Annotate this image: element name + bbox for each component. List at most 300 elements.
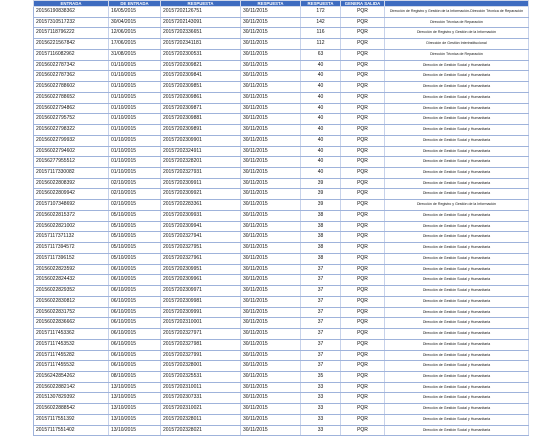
- entrada-cell: 20157117455282: [34, 350, 109, 361]
- radicado-respuesta-cell: 20157202309911: [161, 178, 241, 189]
- dias-cell: 37: [301, 275, 341, 286]
- table-row: [34, 318, 529, 329]
- tipo-cell: PQR: [341, 275, 385, 286]
- radicado-respuesta-cell: 20157202327941: [161, 232, 241, 243]
- dependencia-cell: Dirección de Registro y Gestión de la Información-Dirección Técnica de Reparación: [385, 7, 529, 18]
- tipo-cell: PQR: [341, 296, 385, 307]
- entrada-cell: 20157117453362: [34, 329, 109, 340]
- dias-cell: 37: [301, 307, 341, 318]
- fecha-respuesta-cell: 30/11/2015: [241, 371, 301, 382]
- header-fecha-entrada: DE ENTRADA: [109, 1, 161, 7]
- radicado-respuesta-cell: 20157202327951: [161, 243, 241, 254]
- dependencia-cell: Dirección de Gestión Social y Humanitaria: [385, 189, 529, 200]
- radicado-respuesta-cell: 20157202309931: [161, 210, 241, 221]
- fecha-respuesta-cell: 30/11/2015: [241, 189, 301, 200]
- radicado-respuesta-cell: 20157202336651: [161, 28, 241, 39]
- dependencia-cell: Dirección de Gestión Social y Humanitaria: [385, 404, 529, 415]
- dependencia-cell: Dirección de Gestión Social y Humanitaria: [385, 125, 529, 136]
- table-row: [34, 7, 529, 18]
- fecha-respuesta-cell: 30/11/2015: [241, 49, 301, 60]
- fecha-entrada-cell: 06/10/2015: [109, 307, 161, 318]
- tipo-cell: PQR: [341, 404, 385, 415]
- fecha-entrada-cell: 13/10/2015: [109, 404, 161, 415]
- dias-cell: 33: [301, 382, 341, 393]
- table-row: [34, 60, 529, 71]
- entrada-cell: 20156022788652: [34, 92, 109, 103]
- dependencia-cell: Dirección de Gestión Social y Humanitaria: [385, 296, 529, 307]
- fecha-respuesta-cell: 30/11/2015: [241, 361, 301, 372]
- fecha-entrada-cell: 01/10/2015: [109, 92, 161, 103]
- pqr-response-table: [33, 0, 529, 436]
- dependencia-cell: Dirección de Gestión Social y Humanitaria: [385, 339, 529, 350]
- fecha-entrada-cell: 02/10/2015: [109, 189, 161, 200]
- radicado-respuesta-cell: 20157202309951: [161, 264, 241, 275]
- dependencia-cell: Dirección de Gestión Social y Humanitaria: [385, 178, 529, 189]
- dependencia-cell: Dirección de Gestión Social y Humanitaria: [385, 232, 529, 243]
- tipo-cell: PQR: [341, 243, 385, 254]
- fecha-respuesta-cell: 30/11/2015: [241, 103, 301, 114]
- radicado-respuesta-cell: 20157202309901: [161, 135, 241, 146]
- table-row: [34, 329, 529, 340]
- fecha-entrada-cell: 06/10/2015: [109, 264, 161, 275]
- fecha-entrada-cell: 12/06/2015: [109, 28, 161, 39]
- dias-cell: 40: [301, 103, 341, 114]
- table-row: [34, 393, 529, 404]
- header-entrada: ENTRADA: [34, 1, 109, 7]
- radicado-respuesta-cell: 20157202309881: [161, 114, 241, 125]
- entrada-cell: 20156022798322: [34, 125, 109, 136]
- table-row: [34, 425, 529, 436]
- tipo-cell: PQR: [341, 393, 385, 404]
- fecha-entrada-cell: 01/10/2015: [109, 125, 161, 136]
- radicado-respuesta-cell: 20157202307331: [161, 393, 241, 404]
- dias-cell: 39: [301, 178, 341, 189]
- fecha-respuesta-cell: 30/11/2015: [241, 232, 301, 243]
- radicado-respuesta-cell: 20157202309981: [161, 296, 241, 307]
- table-row: [34, 114, 529, 125]
- fecha-respuesta-cell: 30/11/2015: [241, 7, 301, 18]
- dias-cell: 40: [301, 146, 341, 157]
- fecha-respuesta-cell: 30/11/2015: [241, 350, 301, 361]
- entrada-cell: 20156022830812: [34, 296, 109, 307]
- fecha-entrada-cell: 05/10/2015: [109, 221, 161, 232]
- radicado-respuesta-cell: 20157202309991: [161, 307, 241, 318]
- entrada-cell: 20156022815372: [34, 210, 109, 221]
- dependencia-cell: Dirección de Gestión Social y Humanitaria: [385, 329, 529, 340]
- fecha-respuesta-cell: 30/11/2015: [241, 339, 301, 350]
- radicado-respuesta-cell: 20157202328001: [161, 361, 241, 372]
- entrada-cell: 20156022794862: [34, 103, 109, 114]
- fecha-respuesta-cell: 30/11/2015: [241, 17, 301, 28]
- dias-cell: 37: [301, 350, 341, 361]
- dias-cell: 39: [301, 200, 341, 211]
- dependencia-cell: Dirección de Gestión Social y Humanitaria: [385, 60, 529, 71]
- fecha-respuesta-cell: 30/11/2015: [241, 382, 301, 393]
- entrada-cell: 20151307829392: [34, 393, 109, 404]
- dias-cell: 37: [301, 318, 341, 329]
- entrada-cell: 20157117394572: [34, 243, 109, 254]
- radicado-respuesta-cell: 20157202309891: [161, 125, 241, 136]
- entrada-cell: 20156022823592: [34, 264, 109, 275]
- table-row: [34, 382, 529, 393]
- table-row: [34, 135, 529, 146]
- radicado-respuesta-cell: 20157202309921: [161, 189, 241, 200]
- fecha-respuesta-cell: 30/11/2015: [241, 125, 301, 136]
- tipo-cell: PQR: [341, 168, 385, 179]
- fecha-entrada-cell: 01/10/2015: [109, 146, 161, 157]
- fecha-respuesta-cell: 30/11/2015: [241, 296, 301, 307]
- table-row: [34, 404, 529, 415]
- dependencia-cell: Dirección de Gestión Social y Humanitaria: [385, 221, 529, 232]
- entrada-cell: 20156022808392: [34, 178, 109, 189]
- table-row: [34, 275, 529, 286]
- fecha-respuesta-cell: 30/11/2015: [241, 71, 301, 82]
- fecha-respuesta-cell: 30/11/2015: [241, 168, 301, 179]
- dias-cell: 63: [301, 49, 341, 60]
- dias-cell: 40: [301, 125, 341, 136]
- tipo-cell: PQR: [341, 28, 385, 39]
- radicado-respuesta-cell: 20157202327961: [161, 253, 241, 264]
- dias-cell: 37: [301, 286, 341, 297]
- entrada-cell: 20156242854262: [34, 371, 109, 382]
- table-row: [34, 232, 529, 243]
- tipo-cell: PQR: [341, 49, 385, 60]
- entrada-cell: 20156022882142: [34, 382, 109, 393]
- tipo-cell: PQR: [341, 210, 385, 221]
- entrada-cell: 20157117371132: [34, 232, 109, 243]
- dependencia-cell: Dirección Técnica de Reparación: [385, 17, 529, 28]
- entrada-cell: 20157117396152: [34, 253, 109, 264]
- tipo-cell: PQR: [341, 307, 385, 318]
- table-row: [34, 71, 529, 82]
- dias-cell: 142: [301, 17, 341, 28]
- table-row: [34, 200, 529, 211]
- tipo-cell: PQR: [341, 92, 385, 103]
- entrada-cell: 20156022795752: [34, 114, 109, 125]
- fecha-respuesta-cell: 30/11/2015: [241, 60, 301, 71]
- dias-cell: 37: [301, 361, 341, 372]
- dias-cell: 40: [301, 168, 341, 179]
- radicado-respuesta-cell: 20157202309841: [161, 71, 241, 82]
- tipo-cell: PQR: [341, 350, 385, 361]
- dependencia-cell: Dirección de Gestión Social y Humanitaria: [385, 318, 529, 329]
- dependencia-cell: Dirección de Gestión Social y Humanitaria: [385, 382, 529, 393]
- dependencia-cell: Dirección de Gestión Social y Humanitaria: [385, 82, 529, 93]
- dependencia-cell: Dirección de Gestión Social y Humanitaria: [385, 146, 529, 157]
- dias-cell: 37: [301, 264, 341, 275]
- table-row: [34, 296, 529, 307]
- dias-cell: 33: [301, 393, 341, 404]
- fecha-respuesta-cell: 30/11/2015: [241, 414, 301, 425]
- fecha-entrada-cell: 05/10/2015: [109, 253, 161, 264]
- entrada-cell: 20157118796222: [34, 28, 109, 39]
- radicado-respuesta-cell: 20157202310011: [161, 382, 241, 393]
- tipo-cell: PQR: [341, 221, 385, 232]
- fecha-entrada-cell: 01/10/2015: [109, 82, 161, 93]
- fecha-respuesta-cell: 30/11/2015: [241, 114, 301, 125]
- fecha-entrada-cell: 06/10/2015: [109, 286, 161, 297]
- table-row: [34, 17, 529, 28]
- entrada-cell: 20156022787362: [34, 71, 109, 82]
- dependencia-cell: Dirección de Gestión Social y Humanitaria: [385, 286, 529, 297]
- dependencia-cell: Dirección de Gestión Social y Humanitaria: [385, 92, 529, 103]
- fecha-respuesta-cell: 30/11/2015: [241, 286, 301, 297]
- dias-cell: 38: [301, 243, 341, 254]
- tipo-cell: PQR: [341, 189, 385, 200]
- table-row: [34, 146, 529, 157]
- tipo-cell: PQR: [341, 39, 385, 50]
- entrada-cell: 20156022799932: [34, 135, 109, 146]
- table-row: [34, 82, 529, 93]
- fecha-entrada-cell: 05/10/2015: [109, 243, 161, 254]
- tipo-cell: PQR: [341, 178, 385, 189]
- entrada-cell: 20156022831752: [34, 307, 109, 318]
- fecha-respuesta-cell: 30/11/2015: [241, 135, 301, 146]
- tipo-cell: PQR: [341, 7, 385, 18]
- tipo-cell: PQR: [341, 60, 385, 71]
- fecha-entrada-cell: 06/10/2015: [109, 350, 161, 361]
- radicado-respuesta-cell: 20157202309871: [161, 103, 241, 114]
- tipo-cell: PQR: [341, 114, 385, 125]
- dependencia-cell: Dirección de Registro y Gestión de la Información: [385, 200, 529, 211]
- fecha-entrada-cell: 17/06/2015: [109, 39, 161, 50]
- tipo-cell: PQR: [341, 71, 385, 82]
- radicado-respuesta-cell: 20157202283361: [161, 200, 241, 211]
- tipo-cell: PQR: [341, 146, 385, 157]
- radicado-respuesta-cell: 20157202309941: [161, 221, 241, 232]
- tipo-cell: PQR: [341, 425, 385, 436]
- fecha-entrada-cell: 16/05/2015: [109, 7, 161, 18]
- dias-cell: 40: [301, 60, 341, 71]
- radicado-respuesta-cell: 20157202328011: [161, 414, 241, 425]
- fecha-respuesta-cell: 30/11/2015: [241, 157, 301, 168]
- fecha-entrada-cell: 01/10/2015: [109, 135, 161, 146]
- dias-cell: 112: [301, 39, 341, 50]
- radicado-respuesta-cell: 20157202309851: [161, 82, 241, 93]
- radicado-respuesta-cell: 20157202300531: [161, 49, 241, 60]
- fecha-entrada-cell: 13/10/2015: [109, 393, 161, 404]
- dias-cell: 33: [301, 425, 341, 436]
- radicado-respuesta-cell: 20157202310001: [161, 318, 241, 329]
- fecha-entrada-cell: 08/10/2015: [109, 371, 161, 382]
- fecha-entrada-cell: 06/10/2015: [109, 296, 161, 307]
- table-row: [34, 286, 529, 297]
- table-row: [34, 307, 529, 318]
- dependencia-cell: Dirección de Gestión Social y Humanitaria: [385, 350, 529, 361]
- table-row: [34, 243, 529, 254]
- entrada-cell: 20157117551402: [34, 425, 109, 436]
- fecha-entrada-cell: 05/10/2015: [109, 232, 161, 243]
- radicado-respuesta-cell: 20157202327931: [161, 168, 241, 179]
- fecha-entrada-cell: 02/10/2015: [109, 178, 161, 189]
- tipo-cell: PQR: [341, 318, 385, 329]
- tipo-cell: PQR: [341, 329, 385, 340]
- fecha-entrada-cell: 30/04/2015: [109, 17, 161, 28]
- dependencia-cell: Dirección de Gestión Social y Humanitaria: [385, 168, 529, 179]
- dependencia-cell: Dirección de Gestión Social y Humanitaria: [385, 393, 529, 404]
- tipo-cell: PQR: [341, 232, 385, 243]
- entrada-cell: 20157117453532: [34, 339, 109, 350]
- tipo-cell: PQR: [341, 414, 385, 425]
- table-row: [34, 178, 529, 189]
- fecha-respuesta-cell: 30/11/2015: [241, 92, 301, 103]
- entrada-cell: 20156022821002: [34, 221, 109, 232]
- dependencia-cell: Dirección de Gestión Social y Humanitaria: [385, 114, 529, 125]
- dependencia-cell: Dirección de Gestión Social y Humanitaria: [385, 71, 529, 82]
- dependencia-cell: Dirección de Gestión Social y Humanitaria: [385, 243, 529, 254]
- entrada-cell: 20156022888542: [34, 404, 109, 415]
- radicado-respuesta-cell: 20157202341181: [161, 39, 241, 50]
- dias-cell: 37: [301, 339, 341, 350]
- dias-cell: 35: [301, 371, 341, 382]
- table-row: [34, 28, 529, 39]
- entrada-cell: 20156022787342: [34, 60, 109, 71]
- tipo-cell: PQR: [341, 361, 385, 372]
- radicado-respuesta-cell: 20157202310021: [161, 404, 241, 415]
- dependencia-cell: Dirección de Gestión Interinstitucional: [385, 39, 529, 50]
- table-row: [34, 39, 529, 50]
- pqr-response-table-sheet: [33, 0, 528, 436]
- radicado-respuesta-cell: 20157202309821: [161, 60, 241, 71]
- dependencia-cell: Dirección de Gestión Social y Humanitaria: [385, 414, 529, 425]
- table-row: [34, 49, 529, 60]
- fecha-respuesta-cell: 30/11/2015: [241, 200, 301, 211]
- tipo-cell: PQR: [341, 82, 385, 93]
- tipo-cell: PQR: [341, 371, 385, 382]
- entrada-cell: 20157117455532: [34, 361, 109, 372]
- radicado-respuesta-cell: 20157202328201: [161, 157, 241, 168]
- table-row: [34, 371, 529, 382]
- header-radicado-respuesta: RESPUESTA: [161, 1, 241, 7]
- radicado-respuesta-cell: 20157202309971: [161, 286, 241, 297]
- entrada-cell: 20156277955512: [34, 157, 109, 168]
- fecha-respuesta-cell: 30/11/2015: [241, 404, 301, 415]
- fecha-respuesta-cell: 30/11/2015: [241, 39, 301, 50]
- fecha-respuesta-cell: 30/11/2015: [241, 28, 301, 39]
- tipo-cell: PQR: [341, 382, 385, 393]
- fecha-entrada-cell: 06/10/2015: [109, 361, 161, 372]
- entrada-cell: 20156022794602: [34, 146, 109, 157]
- dias-cell: 172: [301, 7, 341, 18]
- dependencia-cell: Dirección de Gestión Social y Humanitaria: [385, 157, 529, 168]
- fecha-respuesta-cell: 30/11/2015: [241, 178, 301, 189]
- radicado-respuesta-cell: 20157202309861: [161, 92, 241, 103]
- table-row: [34, 125, 529, 136]
- entrada-cell: 20156022788602: [34, 82, 109, 93]
- header-dias-respuesta: RESPUESTA: [301, 1, 341, 7]
- entrada-cell: 20156022809942: [34, 189, 109, 200]
- fecha-respuesta-cell: 30/11/2015: [241, 253, 301, 264]
- dias-cell: 40: [301, 135, 341, 146]
- fecha-entrada-cell: 01/10/2015: [109, 168, 161, 179]
- fecha-respuesta-cell: 30/11/2015: [241, 210, 301, 221]
- dependencia-cell: Dirección Técnica de Reparación: [385, 49, 529, 60]
- dependencia-cell: Dirección de Registro y Gestión de la Información: [385, 28, 529, 39]
- entrada-cell: 20157107348692: [34, 200, 109, 211]
- dependencia-cell: Dirección de Gestión Social y Humanitaria: [385, 210, 529, 221]
- fecha-entrada-cell: 13/10/2015: [109, 414, 161, 425]
- fecha-entrada-cell: 06/10/2015: [109, 339, 161, 350]
- table-row: [34, 210, 529, 221]
- fecha-entrada-cell: 06/10/2015: [109, 329, 161, 340]
- tipo-cell: PQR: [341, 103, 385, 114]
- table-row: [34, 103, 529, 114]
- radicado-respuesta-cell: 20157202126751: [161, 7, 241, 18]
- dependencia-cell: Dirección de Gestión Social y Humanitaria: [385, 425, 529, 436]
- dias-cell: 40: [301, 114, 341, 125]
- radicado-respuesta-cell: 20157202309961: [161, 275, 241, 286]
- table-row: [34, 221, 529, 232]
- dias-cell: 38: [301, 221, 341, 232]
- table-row: [34, 350, 529, 361]
- dias-cell: 40: [301, 71, 341, 82]
- fecha-entrada-cell: 02/10/2015: [109, 200, 161, 211]
- radicado-respuesta-cell: 20157202143091: [161, 17, 241, 28]
- dependencia-cell: Dirección de Gestión Social y Humanitaria: [385, 275, 529, 286]
- radicado-respuesta-cell: 20157202328021: [161, 425, 241, 436]
- fecha-entrada-cell: 13/10/2015: [109, 382, 161, 393]
- entrada-cell: 20157117330082: [34, 168, 109, 179]
- dias-cell: 37: [301, 329, 341, 340]
- tipo-cell: PQR: [341, 17, 385, 28]
- tipo-cell: PQR: [341, 253, 385, 264]
- dias-cell: 116: [301, 28, 341, 39]
- table-row: [34, 92, 529, 103]
- fecha-respuesta-cell: 30/11/2015: [241, 318, 301, 329]
- header-genera-salida: GENERA SALIDA: [341, 1, 385, 7]
- tipo-cell: PQR: [341, 339, 385, 350]
- fecha-entrada-cell: 13/10/2015: [109, 425, 161, 436]
- dependencia-cell: Dirección de Gestión Social y Humanitaria: [385, 103, 529, 114]
- entrada-cell: 20156190838362: [34, 7, 109, 18]
- table-row: [34, 189, 529, 200]
- fecha-entrada-cell: 06/10/2015: [109, 318, 161, 329]
- fecha-respuesta-cell: 30/11/2015: [241, 425, 301, 436]
- dependencia-cell: Dirección de Gestión Social y Humanitaria: [385, 135, 529, 146]
- table-row: [34, 168, 529, 179]
- tipo-cell: PQR: [341, 135, 385, 146]
- dependencia-cell: Dirección de Gestión Social y Humanitaria: [385, 253, 529, 264]
- table-row: [34, 339, 529, 350]
- fecha-entrada-cell: 01/10/2015: [109, 71, 161, 82]
- dias-cell: 40: [301, 157, 341, 168]
- radicado-respuesta-cell: 20157202325531: [161, 371, 241, 382]
- fecha-respuesta-cell: 30/11/2015: [241, 221, 301, 232]
- table-body: [34, 7, 529, 436]
- dependencia-cell: Dirección de Gestión Social y Humanitaria: [385, 264, 529, 275]
- tipo-cell: PQR: [341, 200, 385, 211]
- table-row: [34, 264, 529, 275]
- entrada-cell: 20157310517232: [34, 17, 109, 28]
- fecha-respuesta-cell: 30/11/2015: [241, 82, 301, 93]
- tipo-cell: PQR: [341, 125, 385, 136]
- dias-cell: 33: [301, 414, 341, 425]
- entrada-cell: 20156022829352: [34, 286, 109, 297]
- fecha-respuesta-cell: 30/11/2015: [241, 264, 301, 275]
- tipo-cell: PQR: [341, 157, 385, 168]
- radicado-respuesta-cell: 20157202324911: [161, 146, 241, 157]
- dependencia-cell: Dirección de Gestión Social y Humanitaria: [385, 307, 529, 318]
- tipo-cell: PQR: [341, 264, 385, 275]
- entrada-cell: 20157116082962: [34, 49, 109, 60]
- entrada-cell: 20157117551392: [34, 414, 109, 425]
- table-row: [34, 157, 529, 168]
- radicado-respuesta-cell: 20157202327981: [161, 339, 241, 350]
- fecha-respuesta-cell: 30/11/2015: [241, 243, 301, 254]
- dias-cell: 38: [301, 210, 341, 221]
- fecha-entrada-cell: 01/10/2015: [109, 157, 161, 168]
- fecha-respuesta-cell: 30/11/2015: [241, 275, 301, 286]
